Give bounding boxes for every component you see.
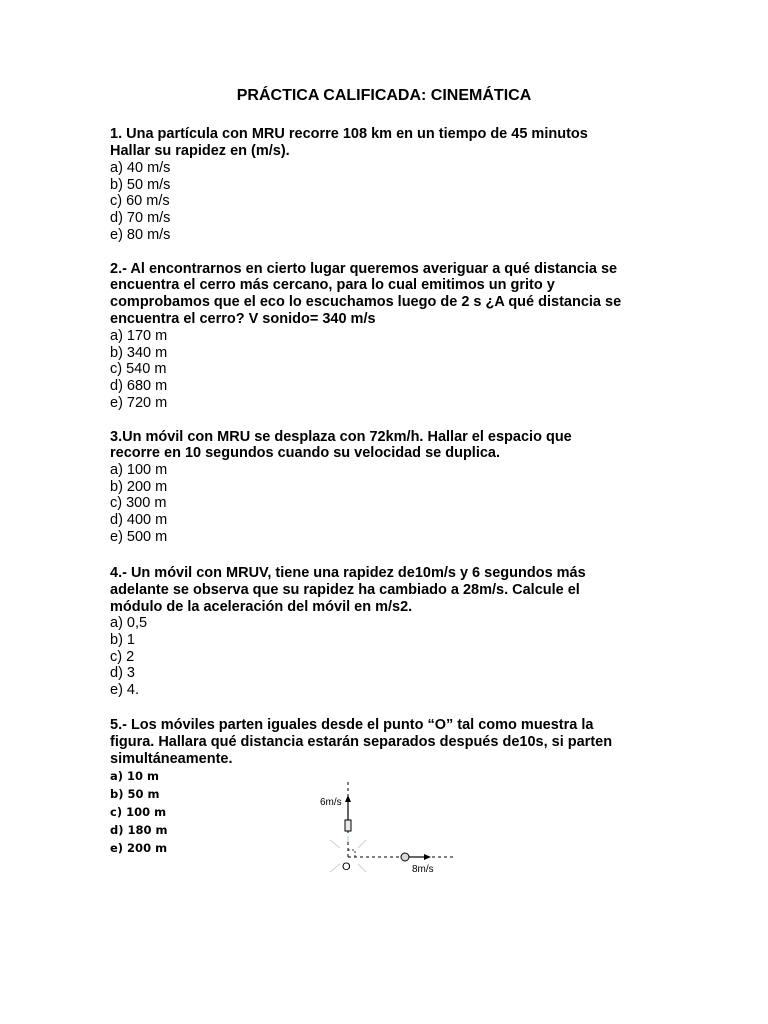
q5-option-b: b) 50 m [110,787,160,801]
q5-option-e: e) 200 m [110,841,168,855]
page-title: PRÁCTICA CALIFICADA: CINEMÁTICA [236,87,532,104]
q5-option-c: c) 100 m [110,805,167,819]
q1-stem-line-1: 1. Una partícula con MRU recorre 108 km en un tiempo de 45 minutos [110,126,588,142]
q4-stem-line-1: 4.- Un móvil con MRUV, tiene una rapidez de10m/s y 6 segundos más [110,565,586,581]
q3-option-e: e) 500 m [110,529,168,545]
vertical-arrowhead [345,795,351,802]
q1-option-c: c) 60 m/s [110,193,170,209]
vertical-mobile [345,820,351,831]
q2-stem-line-1: 2.- Al encontrarnos en cierto lugar queremos averiguar a qué distancia se [110,261,618,277]
vertical-speed-label: 6m/s [320,797,342,808]
q4-option-e: e) 4. [110,682,140,698]
q1-stem-line-2: Hallar su rapidez en (m/s). [110,143,290,159]
q5-option-d: d) 180 m [110,823,168,837]
horizontal-mobile [401,853,409,861]
q4-option-c: c) 2 [110,649,135,665]
q2-option-b: b) 340 m [110,345,168,361]
q4-stem-line-3: módulo de la aceleración del móvil en m/s2. [110,599,413,615]
q2-option-a: a) 170 m [110,328,168,344]
q4-option-b: b) 1 [110,632,135,648]
horizontal-arrowhead [424,854,431,860]
q4-stem-line-2: adelante se observa que su rapidez ha cambiado a 28m/s. Calcule el [110,582,580,598]
q3-option-d: d) 400 m [110,512,168,528]
q3-option-c: c) 300 m [110,495,167,511]
q4-option-d: d) 3 [110,665,135,681]
q5-option-a: a) 10 m [110,769,160,783]
motion-diagram [300,780,470,880]
q5-stem-line-1: 5.- Los móviles parten iguales desde el punto “O” tal como muestra la [110,717,594,733]
q4-option-a: a) 0,5 [110,615,148,631]
q2-stem-line-4: encuentra el cerro? V sonido= 340 m/s [110,311,376,327]
q3-option-a: a) 100 m [110,462,168,478]
q2-stem-line-3: comprobamos que el eco lo escuchamos luego de 2 s ¿A qué distancia se [110,294,622,310]
q3-stem-line-1: 3.Un móvil con MRU se desplaza con 72km/h. Hallar el espacio que [110,429,572,445]
q2-option-d: d) 680 m [110,378,168,394]
q2-option-c: c) 540 m [110,361,167,377]
q1-option-a: a) 40 m/s [110,160,171,176]
right-angle-marker [348,850,355,857]
q3-stem-line-2: recorre en 10 segundos cuando su velocidad se duplica. [110,445,501,461]
origin-label: O [342,861,351,873]
q3-option-b: b) 200 m [110,479,168,495]
q1-option-e: e) 80 m/s [110,227,171,243]
q1-option-d: d) 70 m/s [110,210,171,226]
q2-stem-line-2: encuentra el cerro más cercano, para lo cual emitimos un grito y [110,277,555,293]
q2-option-e: e) 720 m [110,395,168,411]
horizontal-speed-label: 8m/s [412,864,434,875]
q5-stem-line-2: figura. Hallara qué distancia estarán separados después de10s, si parten [110,734,613,750]
q5-stem-line-3: simultáneamente. [110,751,233,767]
q1-option-b: b) 50 m/s [110,177,171,193]
